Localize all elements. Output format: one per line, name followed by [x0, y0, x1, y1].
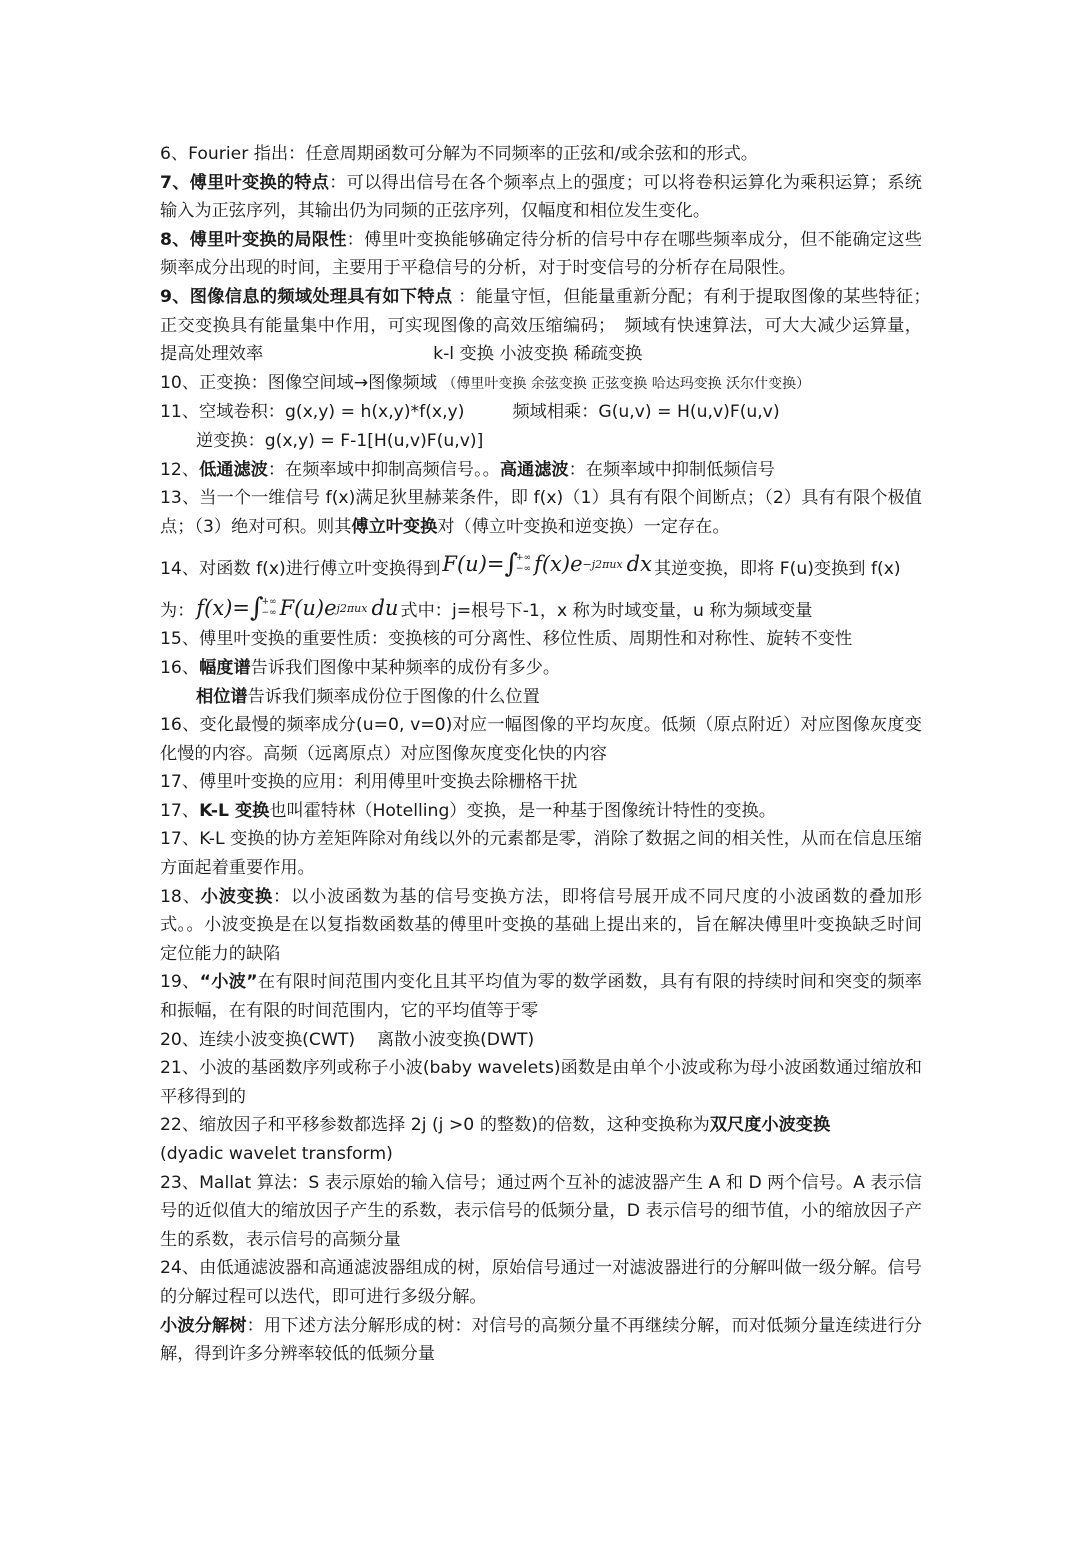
item-6: 6、Fourier 指出：任意周期函数可分解为不同频率的正弦和/或余弦和的形式。 — [160, 144, 758, 164]
item-18: 18、小波变换：以小波函数为基的信号变换方法，即将信号展开成不同尺度的小波函数的叠加形式。。小波变换是在以复指数函数基的傅里叶变换的基础上提出来的，旨在解决傅里叶变换缺乏时间定位能力的缺陷 — [160, 886, 922, 964]
item-17-application: 17、傅里叶变换的应用：利用傅里叶变换去除栅格干扰 — [160, 772, 578, 793]
item-16-lowfreq: 16、变化最慢的频率成分(u=0, v=0)对应一幅图像的平均灰度。低频（原点附近）对应图像灰度变化慢的内容。高频（远离原点）对应图像灰度变化快的内容 — [160, 715, 922, 764]
item-15: 15、傅里叶变换的重要性质：变换核的可分离性、移位性质、周期性和对称性、旋转不变性 — [160, 629, 853, 650]
item-10: 10、正变换：图像空间域→图像频域 （傅里叶变换 余弦变换 正弦变换 哈达玛变换 沃尔什变换） — [160, 372, 811, 393]
item-9-heading: 9、图像信息的频域处理具有如下特点 — [160, 286, 453, 307]
item-19: 19、“小波”在有限时间范围内变化且其平均值为零的数学函数，具有有限的持续时间和突变的频率和振幅，在有限的时间范围内，它的平均值等于零 — [160, 972, 922, 1022]
wavelet-tree: 小波分解树：用下述方法分解形成的树：对信号的高频分量不再继续分解，而对低频分量连续进行分解，得到许多分辨率较低的低频分量 — [160, 1315, 922, 1365]
item-16-phase: 相位谱告诉我们频率成份位于图像的什么位置 — [196, 686, 540, 707]
item-12: 12、低通滤波：在频率域中抑制高频信号。。高通滤波：在频率域中抑制低频信号 — [160, 459, 775, 480]
item-17-covariance: 17、K-L 变换的协方差矩阵除对角线以外的元素都是零，消除了数据之间的相关性，从而在信息压缩方面起着重要作用。 — [160, 829, 922, 879]
item-8-heading: 8、傅里叶变换的局限性 — [160, 229, 347, 250]
item-17-kl: 17、K-L 变换也叫霍特林（Hotelling）变换，是一种基于图像统计特性的变换。 — [160, 800, 776, 821]
item-8: 8、傅里叶变换的局限性：傅里叶变换能够确定待分析的信号中存在哪些频率成分，但不能确定这些频率成分出现的时间，主要用于平稳信号的分析，对于时变信号的分析存在局限性。 — [160, 229, 922, 279]
item-9: 9、图像信息的频域处理具有如下特点 ：能量守恒，但能量重新分配；有利于提取图像的某些特征； 正交变换具有能量集中作用，可实现图像的高效压缩编码； 频域有快速算法，可大大减少运算量，提高处理效率 k-l 变换 小波变换 稀疏变换 — [160, 286, 940, 365]
item-10-transforms: （傅里叶变换 余弦变换 正弦变换 哈达玛变换 沃尔什变换） — [442, 375, 811, 392]
item-14-inverse: 为： f(x)= ∫ +∞ −∞ F(u)e j2πux du 式中：j=根号下-1，x 称为时域变量，u 称为频域变量 — [160, 593, 813, 624]
item-9-tail: k-l 变换 小波变换 稀疏变换 — [433, 344, 643, 365]
item-7-heading: 7、傅里叶变换的特点 — [160, 172, 330, 193]
item-16: 16、幅度谱告诉我们图像中某种频率的成份有多少。 — [160, 657, 561, 678]
item-11: 11、空域卷积：g(x,y) = h(x,y)*f(x,y) 频域相乘：G(u,v) = H(u,v)F(u,v) — [160, 402, 780, 423]
item-21: 21、小波的基函数序列或称子小波(baby wavelets)函数是由单个小波或称为母小波函数通过缩放和平移得到的 — [160, 1058, 922, 1107]
inverse-fourier-formula: f(x)= ∫ +∞ −∞ F(u)e j2πux du — [196, 593, 399, 624]
item-11-inverse: 逆变换：g(x,y) = F-1[H(u,v)F(u,v)] — [196, 430, 484, 451]
item-7: 7、傅里叶变换的特点：可以得出信号在各个频率点上的强度；可以将卷积运算化为乘积运算；系统输入为正弦序列，其输出仍为同频的正弦序列，仅幅度和相位发生变化。 — [160, 172, 922, 222]
fourier-transform-formula: F(u)= ∫ +∞ −∞ f(x)e −j2πux dx — [442, 549, 652, 580]
item-13: 13、当一个一维信号 f(x)满足狄里赫莱条件，即 f(x)（1）具有有限个间断点；（2）具有有限个极值点；（3）绝对可积。则其傅立叶变换对（傅立叶变换和逆变换）一定存在。 — [160, 488, 922, 537]
item-24: 24、由低通滤波器和高通滤波器组成的树，原始信号通过一对滤波器进行的分解叫做一级分解。信号的分解过程可以迭代，即可进行多级分解。 — [160, 1258, 922, 1307]
item-22: 22、缩放因子和平移参数都选择 2j (j >0 的整数)的倍数，这种变换称为双尺度小波变换 (dyadic wavelet transform) — [160, 1115, 831, 1164]
item-23: 23、Mallat 算法：S 表示原始的输入信号；通过两个互补的滤波器产生 A 和 D 两个信号。A 表示信号的近似值大的缩放因子产生的系数，表示信号的低频分量，D 表示信号的细节值，小的缩放因子产生的系数，表示信号的高频分量 — [160, 1172, 922, 1250]
item-14: 14、对函数 f(x)进行傅立叶变换得到 F(u)= ∫ +∞ −∞ f(x)e −j2πux dx 其逆变换，即将 F(u)变换到 f(x) — [160, 549, 901, 580]
item-20: 20、连续小波变换(CWT) 离散小波变换(DWT) — [160, 1029, 535, 1050]
